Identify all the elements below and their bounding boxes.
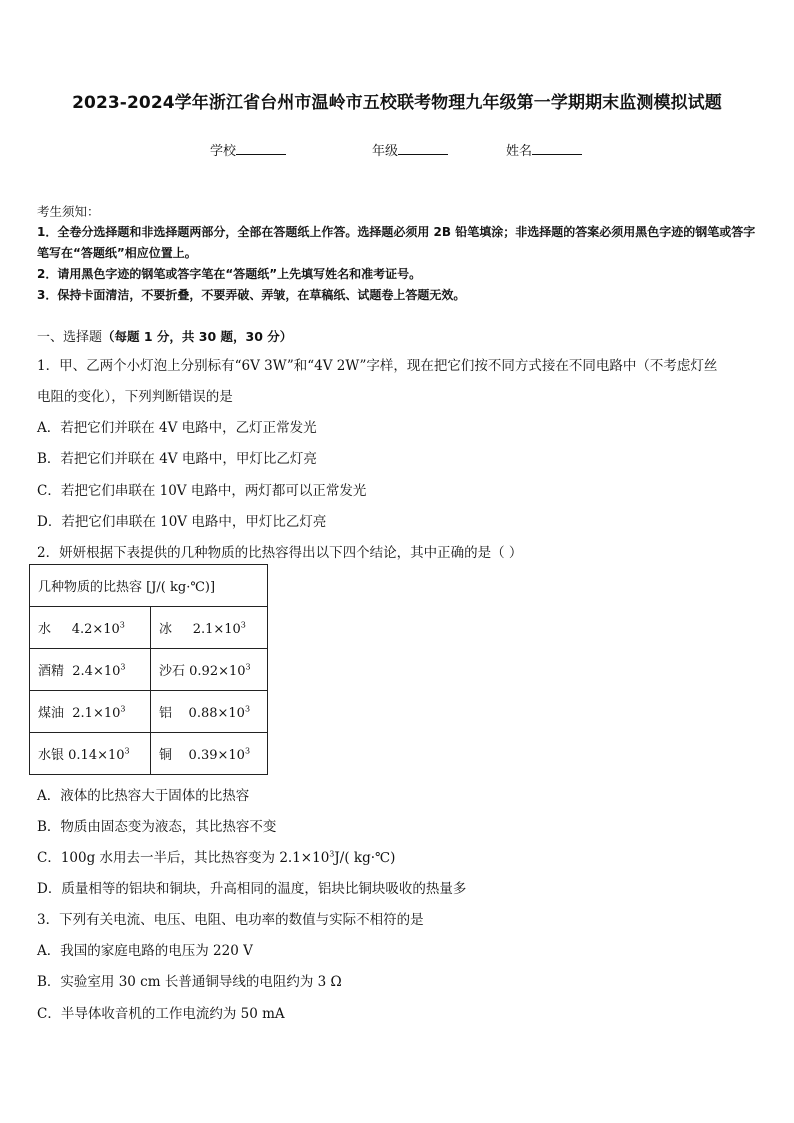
section-detail: （每题 1 分，共 30 题，30 分） — [102, 329, 293, 344]
exam-notice — [37, 201, 759, 306]
table-cell: 水 $4.2\times 10^3$ — [30, 607, 151, 649]
q2-stem: 2．妍妍根据下表提供的几种物质的比热容得出以下四个结论，其中正确的是（ ） — [37, 545, 523, 561]
table-cell: 铝 $0.88\times 10^3$ — [151, 691, 268, 733]
grade-field — [372, 140, 448, 159]
q2-option-d: D．质量相等的铝块和铜块，升高相同的温度，铝块比铜块吸收的热量多 — [37, 881, 467, 897]
table-row — [30, 733, 268, 775]
notice-item-1: 1．全卷分选择题和非选择题两部分，全部在答题纸上作答。选择题必须用 2B 铅笔填涂；非选择题的答案必须用黑色字迹的钢笔或答字笔写在“答题纸”相应位置上。 — [37, 225, 756, 260]
notice-item-3: 3．保持卡面清洁，不要折叠，不要弄破、弄皱，在草稿纸、试题卷上答题无效。 — [37, 288, 466, 302]
q1-option-a: A．若把它们并联在 4V 电路中，乙灯正常发光 — [37, 420, 317, 436]
q1-option-d: D．若把它们串联在 10V 电路中，甲灯比乙灯亮 — [37, 514, 327, 530]
table-row — [30, 649, 268, 691]
notice-item-2: 2．请用黑色字迹的钢笔或答字笔在“答题纸”上先填写姓名和准考证号。 — [37, 267, 422, 281]
table-cell: 冰 $2.1\times 10^3$ — [151, 607, 268, 649]
table-cell: 煤油 $2.1\times 10^3$ — [30, 691, 151, 733]
student-info-fields — [0, 140, 794, 160]
q1-option-b: B．若把它们并联在 4V 电路中，甲灯比乙灯亮 — [37, 451, 317, 467]
notice-heading: 考生须知： — [37, 204, 100, 219]
section-heading — [37, 326, 292, 345]
specific-heat-table — [29, 564, 268, 775]
q3-stem: 3．下列有关电流、电压、电阻、电功率的数值与实际不相符的是 — [37, 912, 424, 928]
q1-stem-line2: 电阻的变化），下列判断错误的是 — [37, 389, 233, 405]
q3-option-b: B．实验室用 30 cm 长普通铜导线的电阻约为 3 Ω — [37, 974, 342, 990]
name-field — [506, 140, 582, 159]
table-cell: 水银 $0.14\times 10^3$ — [30, 733, 151, 775]
section-prefix: 一、选择题 — [37, 330, 103, 345]
q2-option-b: B．物质由固态变为液态，其比热容不变 — [37, 819, 277, 835]
table-cell: 沙石 $0.92\times 10^3$ — [151, 649, 268, 691]
table-cell: 酒精 $2.4\times 10^3$ — [30, 649, 151, 691]
q3-option-c: C．半导体收音机的工作电流约为 50 mA — [37, 1006, 285, 1022]
school-field — [210, 140, 286, 159]
q1-stem-line1: 1．甲、乙两个小灯泡上分别标有“6V 3W”和“4V 2W”字样，现在把它们按不同方式接在不同电路中（不考虑灯丝 — [37, 358, 718, 374]
q3-option-a: A．我国的家庭电路的电压为 220 V — [37, 943, 253, 959]
name-blank[interactable] — [532, 141, 582, 155]
q2-option-a: A．液体的比热容大于固体的比热容 — [37, 788, 250, 804]
table-cell: 铜 $0.39\times 10^3$ — [151, 733, 268, 775]
q2-option-c: C．100g 水用去一半后，其比热容变为 $2.1\times 10^3J/$( kg·℃) — [37, 849, 396, 866]
page-title: 2023-2024学年浙江省台州市温岭市五校联考物理九年级第一学期期末监测模拟试题 — [72, 93, 722, 113]
table-row — [30, 691, 268, 733]
table-header-row — [30, 565, 268, 607]
table-header: 几种物质的比热容 [J/( kg·℃)] — [30, 565, 268, 607]
name-label: 姓名 — [506, 144, 533, 159]
school-blank[interactable] — [236, 141, 286, 155]
q1-option-c: C．若把它们串联在 10V 电路中，两灯都可以正常发光 — [37, 483, 367, 499]
grade-label: 年级 — [372, 144, 399, 159]
table-row — [30, 607, 268, 649]
school-label: 学校 — [210, 144, 237, 159]
grade-blank[interactable] — [398, 141, 448, 155]
